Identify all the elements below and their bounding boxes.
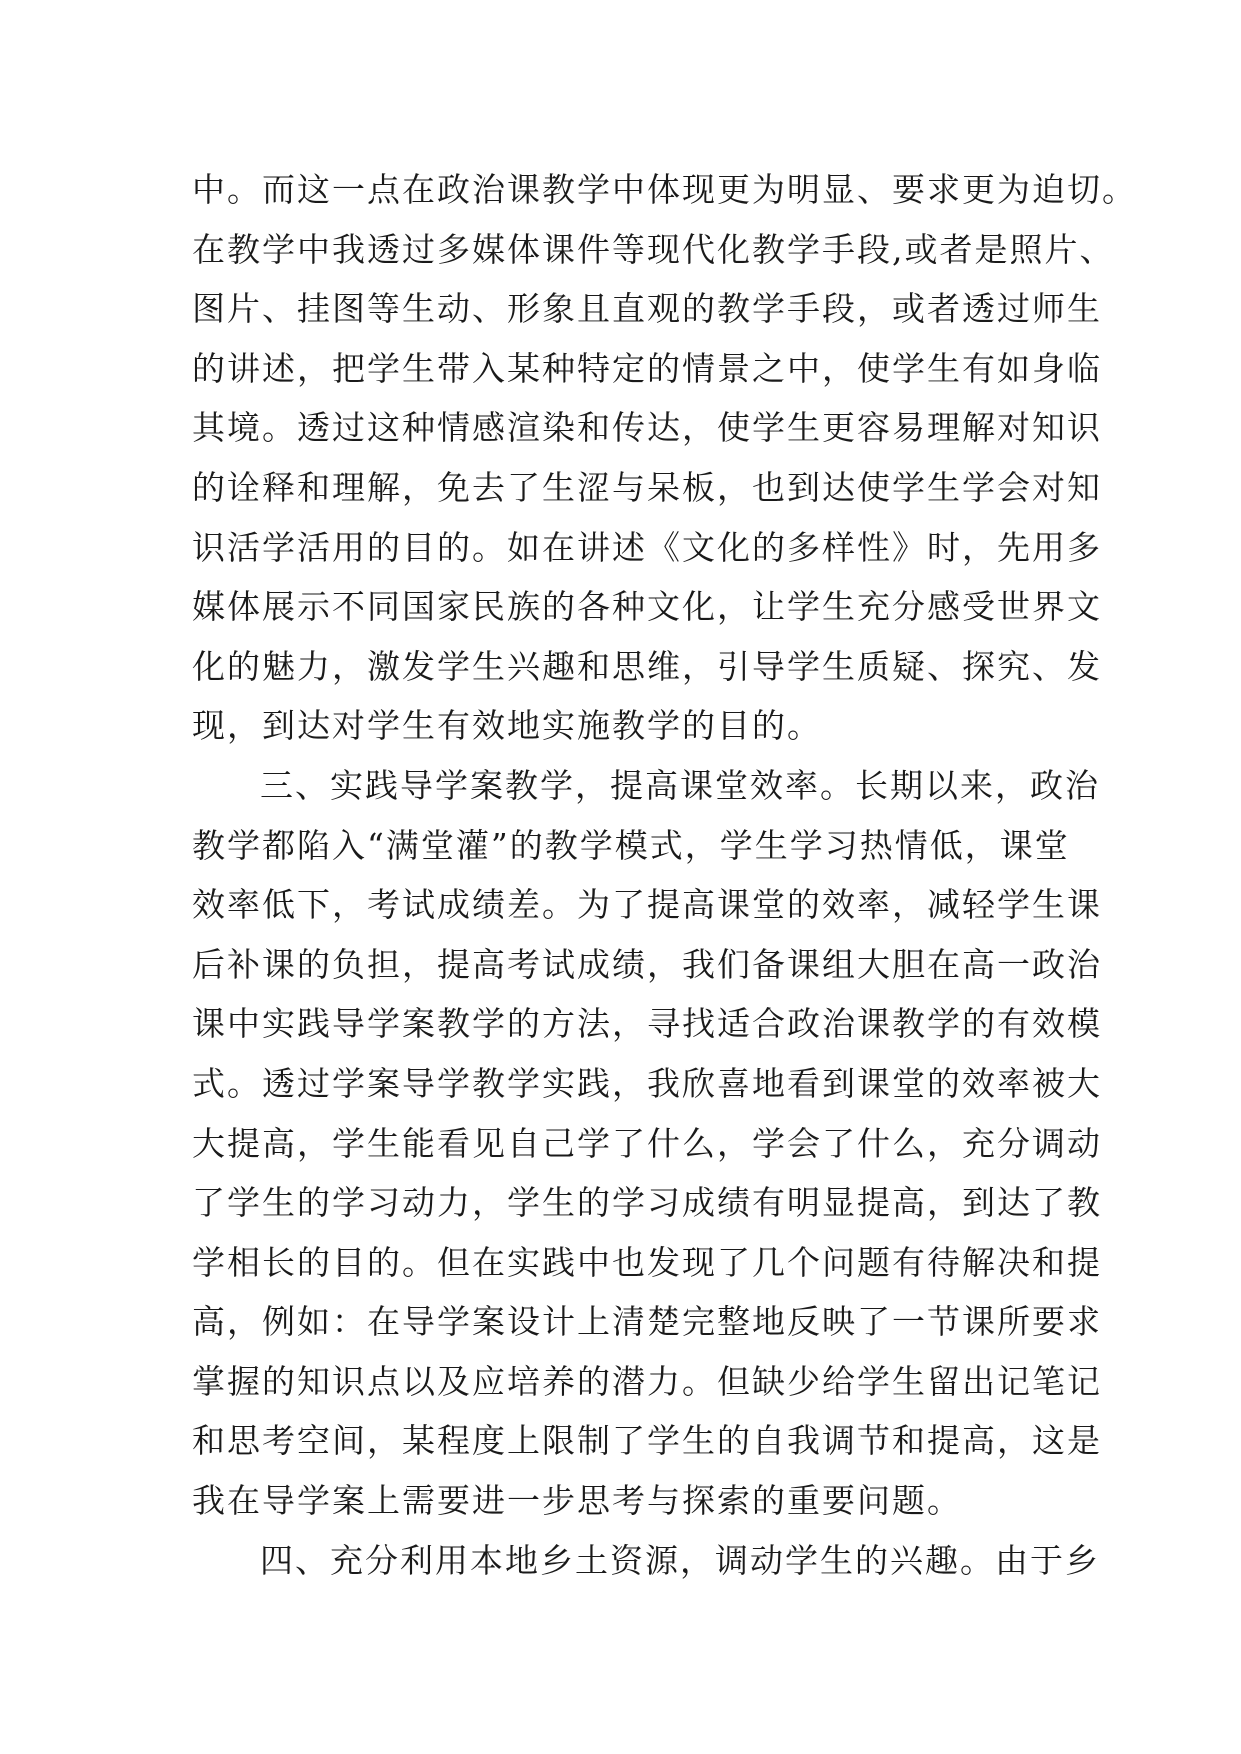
text-line: 我在导学案上需要进一步思考与探索的重要问题。 <box>192 1481 962 1521</box>
text-line: 课中实践导学案教学的方法，寻找适合政治课教学的有效模 <box>192 1004 1102 1044</box>
text-line: 式。透过学案导学教学实践，我欣喜地看到课堂的效率被大 <box>192 1063 1102 1103</box>
text-line: 高，例如：在导学案设计上清楚完整地反映了一节课所要求 <box>192 1302 1102 1342</box>
text-line: 其境。透过这种情感渲染和传达，使学生更容易理解对知识 <box>192 408 1102 448</box>
section-four-heading-line: 四、充分利用本地乡土资源，调动学生的兴趣。由于乡 <box>260 1540 1100 1580</box>
body-text <box>192 160 1137 1590</box>
text-line: 效率低下，考试成绩差。为了提高课堂的效率，减轻学生课 <box>192 885 1102 925</box>
text-line: 化的魅力，激发学生兴趣和思维，引导学生质疑、探究、发 <box>192 646 1102 686</box>
text-line: 教学都陷入“满堂灌”的教学模式，学生学习热情低，课堂 <box>192 825 1070 865</box>
text-line: 媒体展示不同国家民族的各种文化，让学生充分感受世界文 <box>192 587 1102 627</box>
text-line: 识活学活用的目的。如在讲述《文化的多样性》时，先用多 <box>192 527 1102 567</box>
text-line: 了学生的学习动力，学生的学习成绩有明显提高，到达了教 <box>192 1183 1102 1223</box>
text-line: 和思考空间，某程度上限制了学生的自我调节和提高，这是 <box>192 1421 1102 1461</box>
text-line: 的诠释和理解，免去了生涩与呆板，也到达使学生学会对知 <box>192 467 1102 507</box>
text-line: 后补课的负担，提高考试成绩，我们备课组大胆在高一政治 <box>192 944 1102 984</box>
text-line: 中。而这一点在政治课教学中体现更为明显、要求更为迫切。 <box>192 170 1137 209</box>
section-three-heading-line: 三、实践导学案教学，提高课堂效率。长期以来，政治 <box>260 765 1100 805</box>
text-line: 学相长的目的。但在实践中也发现了几个问题有待解决和提 <box>192 1242 1102 1282</box>
text-line: 掌握的知识点以及应培养的潜力。但缺少给学生留出记笔记 <box>192 1361 1102 1401</box>
text-line: 现，到达对学生有效地实施教学的目的。 <box>192 706 822 746</box>
text-line: 的讲述，把学生带入某种特定的情景之中，使学生有如身临 <box>192 348 1102 388</box>
text-line: 图片、挂图等生动、形象且直观的教学手段，或者透过师生 <box>192 289 1102 329</box>
text-line: 大提高，学生能看见自己学了什么，学会了什么，充分调动 <box>192 1123 1102 1163</box>
text-line: 在教学中我透过多媒体课件等现代化教学手段,或者是照片、 <box>192 229 1115 269</box>
